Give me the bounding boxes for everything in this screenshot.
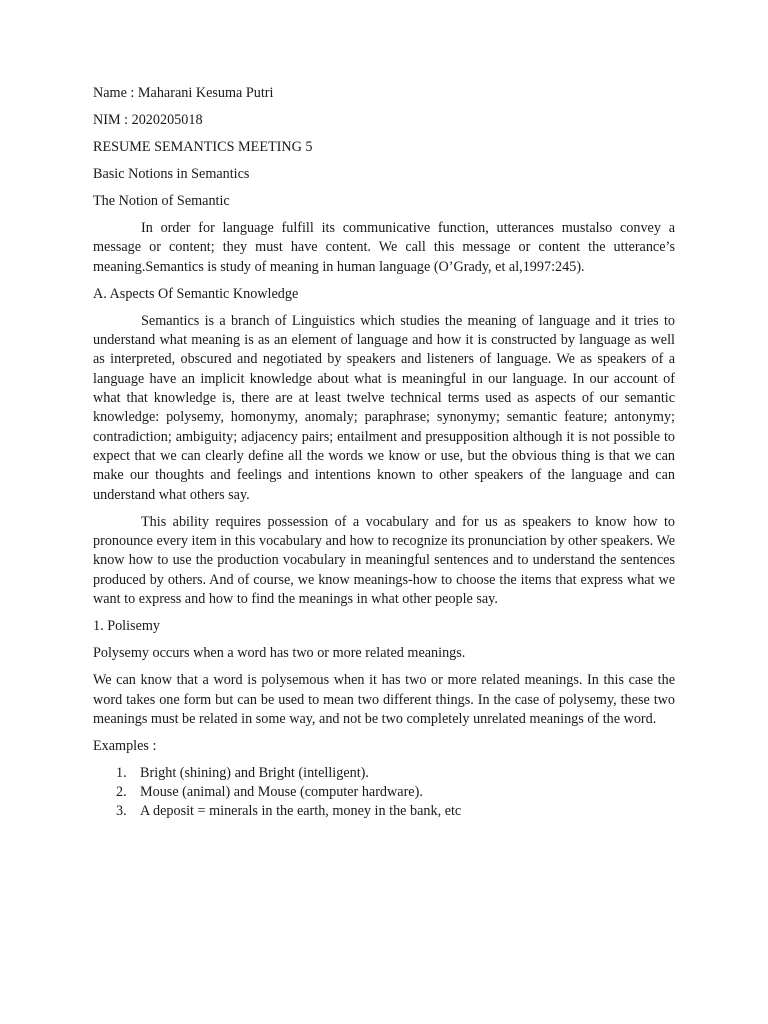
list-item	[93, 764, 675, 783]
examples-list	[93, 764, 675, 821]
section-heading-aspects: A. Aspects Of Semantic Knowledge	[93, 285, 299, 302]
paragraph-aspects-2: This ability requires possession of a vocabulary and for us as speakers to know how to pronounce every item in this vocabulary and how to recognize its pronunciation by other speakers. We know how to use the production vocabulary in meaningful sentences and to understand the sentences produced by others. And of course, we know meanings-how to choose the items that express what we want to express and how to find the meanings in what other people say.	[93, 513, 675, 608]
list-item-number: 3.	[116, 803, 127, 820]
examples-label: Examples :	[93, 738, 157, 755]
list-item-number: 1.	[116, 765, 127, 782]
document-title: RESUME SEMANTICS MEETING 5	[93, 139, 313, 155]
document-subtitle: Basic Notions in Semantics	[93, 166, 250, 182]
section-heading-notion: The Notion of Semantic	[93, 193, 230, 209]
list-item-text: Mouse (animal) and Mouse (computer hardware).	[140, 784, 423, 801]
document-page	[93, 84, 675, 821]
paragraph-polisemy-explanation: We can know that a word is polysemous when it has two or more related meanings. In this case the word takes one form but can be used to mean two different things. In the case of polysemy, these two meanings must be related in some way, and not be two completely unrelated meanings of the word.	[93, 672, 675, 727]
list-item-text: Bright (shining) and Bright (intelligent).	[140, 765, 369, 782]
nim-line: NIM : 2020205018	[93, 112, 203, 128]
paragraph-polisemy-definition: Polysemy occurs when a word has two or more related meanings.	[93, 645, 466, 662]
list-item-text: A deposit = minerals in the earth, money in the bank, etc	[140, 803, 462, 820]
paragraph-aspects-1: Semantics is a branch of Linguistics which studies the meaning of language and it tries to understand what meaning is as an element of language and how it is constructed by language as well as interpreted, obscured and negotiated by speakers and listeners of language. We as speakers of a language have an implicit knowledge about what is meaningful in our language. In our account of what that knowledge is, there are at least twelve technical terms used as aspects of our semantic knowledge: polysemy, homonymy, anomaly; paraphrase; synonymy; semantic feature; antonymy; contradiction; ambiguity; adjacency pairs; entailment and presupposition although it is not possible to expect that we can clearly define all the words we know or use, but the obvious thing is that we can make our thoughts and feelings and intentions known to other speakers of the language and can understand what others say.	[93, 312, 675, 503]
list-item	[93, 802, 675, 821]
section-heading-polisemy: 1. Polisemy	[93, 618, 161, 635]
list-item	[93, 783, 675, 802]
paragraph-notion: In order for language fulfill its communicative function, utterances mustalso convey a message or content; they must have content. We call this message or content the utterance’s meaning.Semantics is study of meaning in human language (O’Grady, et al,1997:245).	[93, 220, 675, 275]
list-item-number: 2.	[116, 784, 127, 801]
name-line: Name : Maharani Kesuma Putri	[93, 85, 274, 101]
